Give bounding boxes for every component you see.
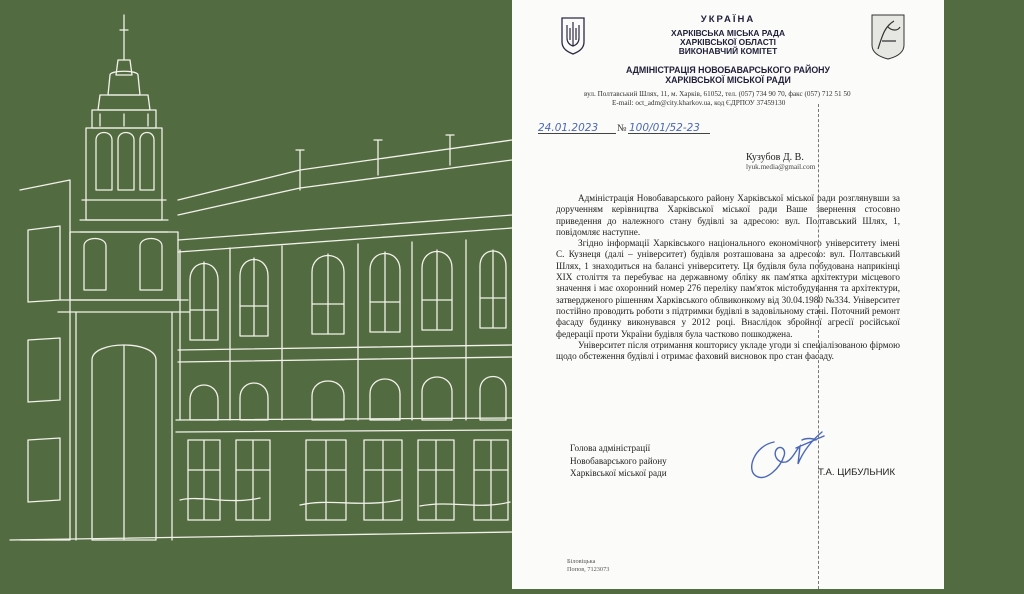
handwritten-signature (740, 420, 836, 490)
signatory-title-line: Новобаварського району (570, 455, 667, 466)
letterhead-address: вул. Полтавський Шлях, 11, м. Харків, 61052, тел. (057) 734 90 70, факс (057) 712 51 50 (584, 90, 851, 98)
letterhead-administration-line: АДМІНІСТРАЦІЯ НОВОБАВАРСЬКОГО РАЙОНУ (625, 65, 830, 75)
signatory-title-line: Харківської міської ради (570, 468, 667, 478)
outgoing-number: 100/01/52-23 (629, 122, 700, 134)
letterhead-email: E-mail: oct_adm@city.kharkov.ua, код ЄДРПОУ 37459130 (612, 99, 786, 107)
executor-info (567, 558, 609, 574)
letterhead-council-line: ХАРКІВСЬКОЇ ОБЛАСТІ (679, 37, 777, 47)
body-paragraph: Згідно інформації Харківського національного економічного університету імені С. Кузнеця (далі – університет) будівля розташована за адресою: вул. Полтавський Шлях, 1 знаходиться на балансі університету. Ця будівля була побудована наприкінці ХІХ століття та перебуває на державному обліку як пам'ятка архітектури місцевого значення і має охоронний номер 276 переліку пам'яток містобудування та архітектури, затвердженого рішенням Харківського облвиконкому від 30.04.1980 №334. Університет постійно проводить роботи з підтримки будівлі в задовільному стані. Поточний ремонт фасаду будинку виконувався у 2012 році. Внаслідок збройної агресії російської федерації проти України будівля була частково пошкоджена. (556, 238, 900, 339)
outgoing-number-label: № (617, 123, 627, 134)
outgoing-date: 24.01.2023 (538, 122, 599, 134)
letterhead-administration-line: ХАРКІВСЬКОЇ МІСЬКОЇ РАДИ (665, 75, 791, 85)
body-paragraph: Університет після отримання кошторису укладе угоди зі спеціалізованою фірмою щодо обстеження будівлі і отримає фаховий висновок про стан фасаду. (556, 339, 900, 362)
executor-line: Попов, 7123073 (567, 566, 610, 573)
recipient-name: Кузубов Д. В. (746, 152, 804, 163)
official-letter (512, 0, 944, 589)
signatory-title-line: Голова адміністрації (570, 443, 651, 453)
scan-fold-line (818, 104, 819, 589)
background-panel (944, 0, 1024, 589)
executor-line: Біловіцька (567, 558, 596, 565)
building-sketch-illustration (0, 0, 512, 589)
number-underline (628, 133, 710, 134)
date-underline (538, 133, 616, 134)
letter-body (556, 193, 900, 362)
signatory-name: Т.А. ЦИБУЛЬНИК (818, 467, 896, 478)
body-paragraph: Адміністрація Новобаварського району Харківської міської ради розглянувши за дорученням керівництва Харківської міської ради Ваше звернення стосовно приведення до належного стану будівлі за адресою: вул. Полтавський Шлях, 1, повідомляє наступне. (556, 193, 900, 237)
letterhead-country: УКРАЇНА (700, 14, 756, 25)
recipient-email: lyuk.media@gmail.com (746, 163, 816, 171)
letterhead-council-line: ВИКОНАВЧИЙ КОМІТЕТ (678, 46, 778, 56)
letterhead-council-line: ХАРКІВСЬКА МІСЬКА РАДА (670, 28, 786, 38)
signatory-title (570, 442, 667, 480)
